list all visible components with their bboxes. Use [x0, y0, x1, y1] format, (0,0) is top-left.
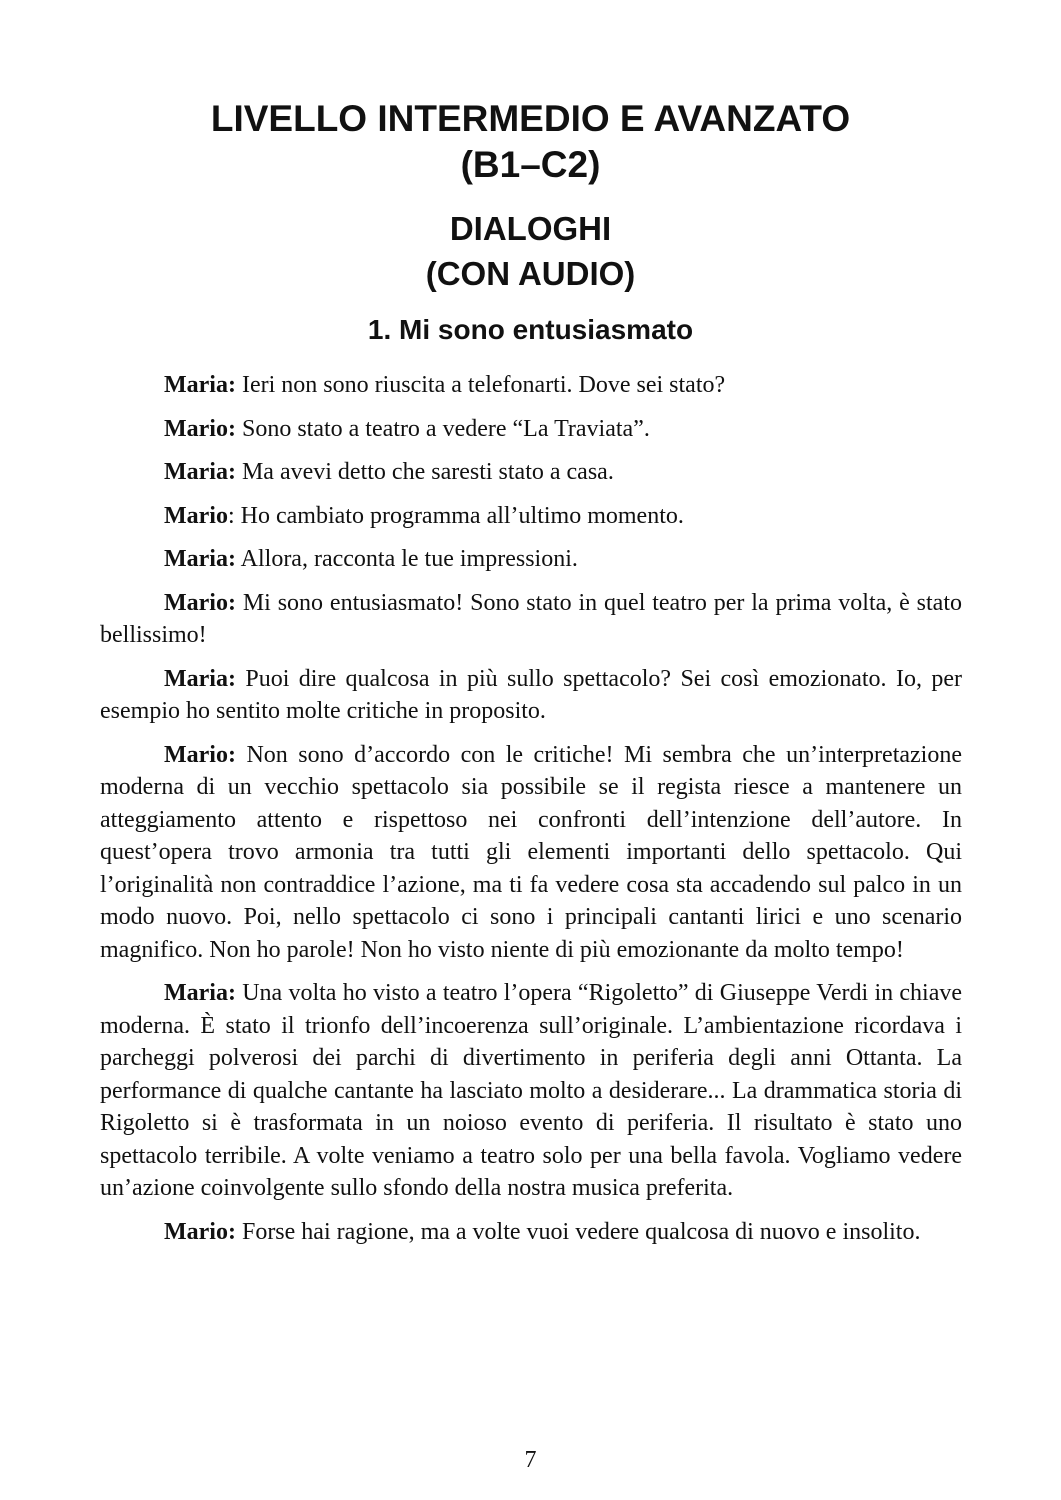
- page-number: 7: [524, 1447, 537, 1473]
- dialogue-body: [100, 369, 962, 1259]
- section-title-line-2: (CON AUDIO): [425, 255, 636, 292]
- utterance: Forse hai ragione, ma a volte vuoi vedere qualcosa di nuovo e insolito.: [235, 1218, 921, 1245]
- utterance: Mi sono entusiasmato! Sono stato in quel teatro per la prima volta, è stato bellissimo!: [100, 589, 962, 648]
- level-title-line-1: LIVELLO INTERMEDIO E AVANZATO: [210, 98, 851, 139]
- level-title: [0, 96, 1061, 188]
- utterance: Ma avevi detto che saresti stato a casa.: [235, 459, 614, 485]
- utterance: Puoi dire qualcosa in più sullo spettacolo? Sei così emozionato. Io, per esempio ho sentito molte critiche in proposito.: [100, 665, 962, 724]
- utterance: : Ho cambiato programma all’ultimo momento.: [227, 502, 684, 529]
- speaker-name: Mario:: [164, 415, 236, 442]
- utterance: Allora, racconta le tue impressioni.: [235, 546, 578, 572]
- dialogue-turn: [100, 977, 962, 1205]
- utterance: Ieri non sono riuscita a telefonarti. Dove sei stato?: [235, 372, 726, 398]
- speaker-name: Mario:: [164, 741, 236, 768]
- speaker-name: Maria:: [164, 372, 236, 398]
- dialogue-turn: [100, 543, 962, 576]
- utterance: Non sono d’accordo con le critiche! Mi sembra che un’interpretazione moderna di un vecchio spettacolo sia possibile se il regista riesce a mantenere un atteggiamento attento e rispettoso nei confronti dell’intenzione dell’autore. In quest’opera trovo armonia tra tutti gli elementi importanti dello spettacolo. Qui l’originalità non contraddice l’azione, ma ti fa vedere cosa sta accadendo sul palco in un modo nuovo. Poi, nello spettacolo ci sono i principali cantanti lirici e uno scenario magnifico. Non ho parole! Non ho visto niente di più emozionante da molto tempo!: [100, 741, 962, 963]
- utterance: Sono stato a teatro a vedere “La Traviata”.: [235, 415, 650, 442]
- speaker-name: Mario:: [164, 589, 236, 616]
- dialogue-turn: [100, 739, 962, 967]
- dialogue-turn: [100, 663, 962, 728]
- section-title: [0, 206, 1061, 296]
- dialogue-turn: [100, 1216, 962, 1249]
- speaker-name: Maria:: [164, 980, 236, 1006]
- dialogue-turn: [100, 587, 962, 652]
- dialog-title: 1. Mi sono entusiasmato: [367, 314, 694, 345]
- speaker-name: Mario:: [164, 1218, 236, 1245]
- section-title-line-1: DIALOGHI: [449, 210, 612, 247]
- dialogue-turn: [100, 369, 962, 402]
- dialogue-turn: [100, 413, 962, 446]
- speaker-name: Maria:: [164, 546, 236, 572]
- speaker-name: Maria:: [164, 459, 236, 485]
- dialogue-turn: [100, 456, 962, 489]
- speaker-name: Mario: [164, 502, 228, 529]
- utterance: Una volta ho visto a teatro l’opera “Rigoletto” di Giuseppe Verdi in chiave moderna. È stato il trionfo dell’incoerenza sull’originale. L’ambientazione ricordava i parcheggi polverosi dei parchi di divertimento in periferia degli anni Ottanta. La performance di qualche cantante ha lasciato molto a desiderare... La drammatica storia di Rigoletto si è trasformata in un noioso evento di periferia. Il risultato è stato uno spettacolo terribile. A volte veniamo a teatro solo per una bella favola. Vogliamo vedere un’azione coinvolgente sullo sfondo della nostra musica preferita.: [100, 980, 962, 1201]
- level-title-line-2: (B1–C2): [460, 144, 601, 185]
- dialogue-turn: [100, 500, 962, 533]
- speaker-name: Maria:: [164, 665, 236, 692]
